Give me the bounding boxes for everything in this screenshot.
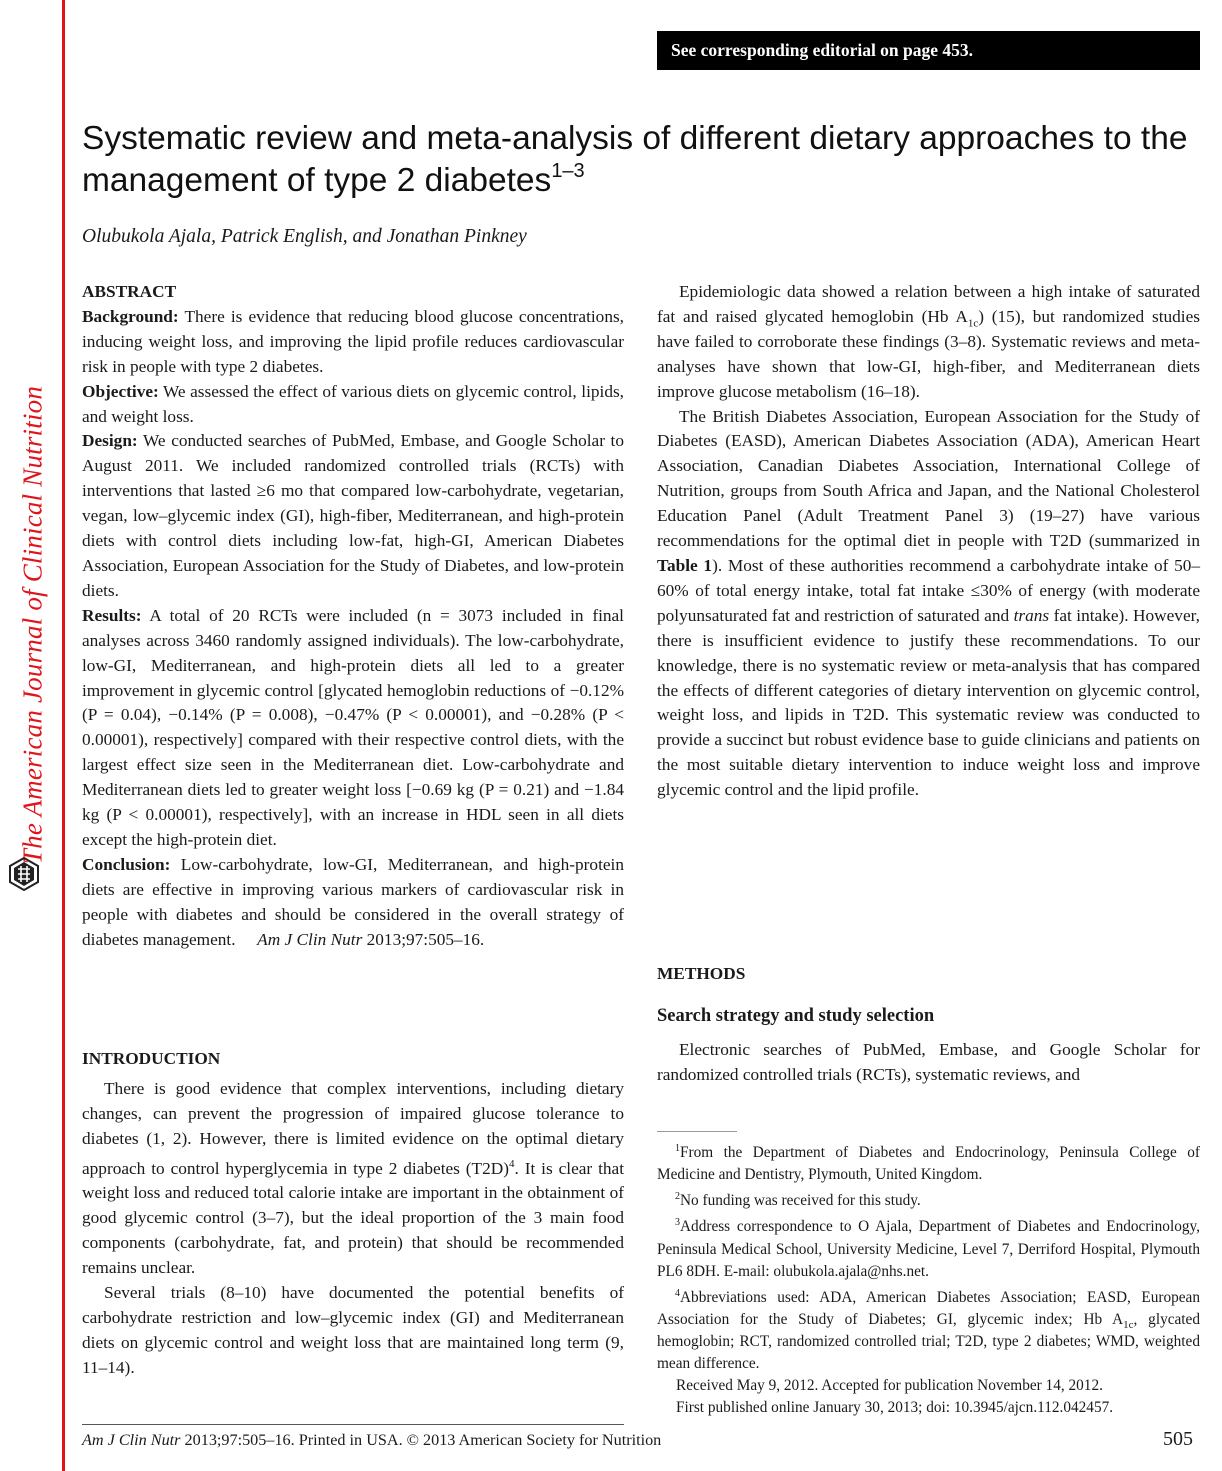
introduction-body	[82, 1077, 624, 1381]
abstract-background	[82, 305, 624, 380]
publication-doi: First published online January 30, 2013; doi: 10.3945/ajcn.112.042457.	[676, 1399, 1114, 1417]
footnote-2-text: No funding was received for this study.	[680, 1192, 921, 1210]
footnote-4-text-b: , glycated hemoglobin; RCT, randomized controlled trial; T2D, type 2 diabetes; WMD, weighted mean difference.	[657, 1311, 1200, 1373]
abstract-conclusion	[82, 853, 624, 953]
hba1c-subscript: 1c	[967, 317, 979, 330]
right-paragraph-1	[657, 280, 1200, 405]
intro-p1-text-a: There is good evidence that complex interventions, including dietary changes, can prevent the progression of impaired glucose tolerance to diabetes (1, 2). However, there is limited evidence on the optimal dietary approach to control hyperglycemia in type 2 diabetes (T2D)	[82, 1079, 624, 1178]
intro-p1-text-b: . It is clear that weight loss and reduced total calorie intake are important in the obtainment of good glycemic control (3–7), but the ideal proportion of the 3 main food components (carbohydrate, fat, and protein) that should be recommended remains unclear.	[82, 1158, 624, 1278]
introduction-paragraph-1	[82, 1077, 624, 1281]
background-label: Background:	[82, 306, 179, 326]
abstract-objective	[82, 380, 624, 430]
search-subheading-block	[657, 1004, 1200, 1029]
footnote-4-number: 4	[675, 1287, 680, 1299]
abstract-results	[82, 604, 624, 853]
right-p1-text-a: Epidemiologic data showed a relation between a high intake of saturated fat and raised glycated hemoglobin (Hb A	[657, 282, 1200, 326]
article-title	[82, 118, 1202, 202]
footnote-4-text-a: Abbreviations used: ADA, American Diabetes Association; EASD, European Association for the Study of Diabetes; GI, glycemic index; Hb A	[657, 1288, 1200, 1329]
conclusion-label: Conclusion:	[82, 854, 171, 874]
methods-heading: METHODS	[657, 964, 746, 983]
table-1-link[interactable]: Table 1	[657, 555, 713, 575]
right-p2-text-b: ). Most of these authorities recommend a carbohydrate intake of 50–60% of total energy intake, total fat intake ≤30% of energy (with moderate polyunsaturated fat and restriction of saturated and	[657, 555, 1201, 625]
abstract-citation: Am J Clin Nutr	[257, 929, 363, 949]
title-footnote-marker: 1–3	[551, 159, 585, 182]
footnote-2-number: 2	[675, 1191, 680, 1203]
title-text: Systematic review and meta-analysis of different dietary approaches to the management of type 2 diabetes	[82, 120, 1188, 199]
abstract-citation-tail: 2013;97:505–16.	[366, 929, 485, 949]
methods-heading-block	[657, 962, 1200, 987]
abstract-design	[82, 429, 624, 603]
footnote-3-number: 3	[675, 1217, 680, 1229]
footer-citation-rest: 2013;97:505–16. Printed in USA. © 2013 American Society for Nutrition	[184, 1431, 662, 1449]
methods-paragraph-1: Electronic searches of PubMed, Embase, and Google Scholar for randomized controlled trials (RCTs), systematic reviews, and	[657, 1040, 1200, 1084]
right-p2-text-c: fat intake). However, there is insufficient evidence to justify these recommendations. To our knowledge, there is no systematic review or meta-analysis that has compared the effects of different categories of dietary intervention on glycemic control, weight loss, and lipids in T2D. This systematic review was conducted to provide a succinct but robust evidence base to guide clinicians and patients on the most suitable dietary intervention to induce weight loss and improve glycemic control and the lipid profile.	[657, 605, 1201, 800]
search-strategy-subheading: Search strategy and study selection	[657, 1006, 935, 1026]
footnote-marker-4: 4	[508, 1157, 515, 1170]
conclusion-text: Low-carbohydrate, low-GI, Mediterranean, and high-protein diets are effective in improving various markers of cardiovascular risk in people with diabetes and should be considered in the overall strategy of diabetes management.	[82, 854, 624, 949]
results-text: A total of 20 RCTs were included (n = 3073 included in final analyses across 3460 randomly assigned individuals). The low-carbohydrate, low-GI, Mediterranean, and high-protein diets all led to a greater improvement in glycemic control [glycated hemoglobin reductions of −0.12% (P = 0.04), −0.14% (P = 0.008), −0.47% (P < 0.00001), and −0.28% (P < 0.00001), respectively] compared with their respective control diets, with the largest effect size seen in the Mediterranean diet. Low-carbohydrate and Mediterranean diets led to greater weight loss [−0.69 kg (P = 0.21) and −1.84 kg (P < 0.00001), respectively], with an increase in HDL seen in all diets except the high-protein diet.	[82, 605, 624, 849]
editorial-banner: See corresponding editorial on page 453.	[657, 31, 1200, 70]
footnote-1-text: From the Department of Diabetes and Endocrinology, Peninsula College of Medicine and Dentistry, Plymouth, United Kingdom.	[657, 1144, 1200, 1184]
footnote-2	[657, 1186, 1200, 1212]
objective-text: We assessed the effect of various diets on glycemic control, lipids, and weight loss.	[82, 381, 625, 426]
footer-journal: Am J Clin Nutr	[82, 1431, 181, 1449]
design-text: We conducted searches of PubMed, Embase, and Google Scholar to August 2011. We included randomized controlled trials (RCTs) with interventions that lasted ≥6 mo that compared low-carbohydrate, vegetarian, vegan, low–glycemic index (GI), high-fiber, Mediterranean, and high-protein diets with control diets including low-fat, high-GI, American Diabetes Association, European Association for the Study of Diabetes, and low-protein diets.	[82, 431, 625, 600]
right-p2-text-a: The British Diabetes Association, European Association for the Study of Diabetes (EASD), American Diabetes Association (ADA), American Heart Association, Canadian Diabetes Association, International College of Nutrition, groups from South Africa and Japan, and the National Cholesterol Education Panel (Adult Treatment Panel 3) (19–27) have various recommendations for the optimal diet in people with T2D (summarized in	[657, 406, 1200, 551]
footnote-1-number: 1	[675, 1143, 680, 1154]
footer-rule	[82, 1424, 624, 1425]
introduction-heading: INTRODUCTION	[82, 1049, 221, 1068]
right-paragraph-2	[657, 405, 1200, 804]
methods-body	[657, 1038, 1200, 1088]
introduction-paragraph-2: Several trials (8–10) have documented the potential benefits of carbohydrate restriction and low–glycemic index (GI) and Mediterranean diets on glycemic control and weight loss that are maintained long term (9, 11–14).	[82, 1283, 624, 1377]
results-label: Results:	[82, 605, 142, 625]
right-column-body	[657, 280, 1200, 803]
objective-label: Objective:	[82, 381, 159, 401]
journal-seal-icon	[9, 857, 39, 891]
received-dates: Received May 9, 2012. Accepted for publication November 14, 2012.	[676, 1377, 1103, 1395]
design-label: Design:	[82, 431, 138, 451]
footnote-1	[657, 1138, 1200, 1186]
footnote-3	[657, 1212, 1200, 1282]
background-text: There is evidence that reducing blood glucose concentrations, inducing weight loss, and improving the lipid profile reduces cardiovascular risk in people with type 2 diabetes.	[82, 306, 625, 376]
footnotes-block	[657, 1138, 1200, 1420]
red-margin-rule	[62, 0, 65, 1471]
footnote-3-text: Address correspondence to O Ajala, Department of Diabetes and Endocrinology, Peninsula Medical School, University Medicine, Level 7, Derriford Hospital, Plymouth PL6 8DH. E-mail: olubukola.ajala@nhs.net.	[657, 1218, 1200, 1280]
footnote-divider	[657, 1131, 737, 1132]
right-p1-text-b: ) (15), but randomized studies have failed to corroborate these findings (3–8). Systematic reviews and meta-analyses have shown that low-GI, high-fiber, and Mediterranean diets improve glucose metabolism (16–18).	[657, 306, 1200, 401]
author-list: Olubukola Ajala, Patrick English, and Jonathan Pinkney	[82, 226, 527, 247]
abstract-heading: ABSTRACT	[82, 282, 177, 301]
footnote-4-subscript: 1c	[1123, 1319, 1134, 1332]
side-journal-title: The American Journal of Clinical Nutrition	[17, 385, 48, 865]
trans-word: trans	[1013, 605, 1050, 625]
introduction-heading-block	[82, 1047, 624, 1072]
page-number: 505	[1163, 1428, 1193, 1450]
footer-citation	[82, 1431, 661, 1450]
footnote-4	[657, 1283, 1200, 1375]
abstract-section	[82, 280, 624, 952]
